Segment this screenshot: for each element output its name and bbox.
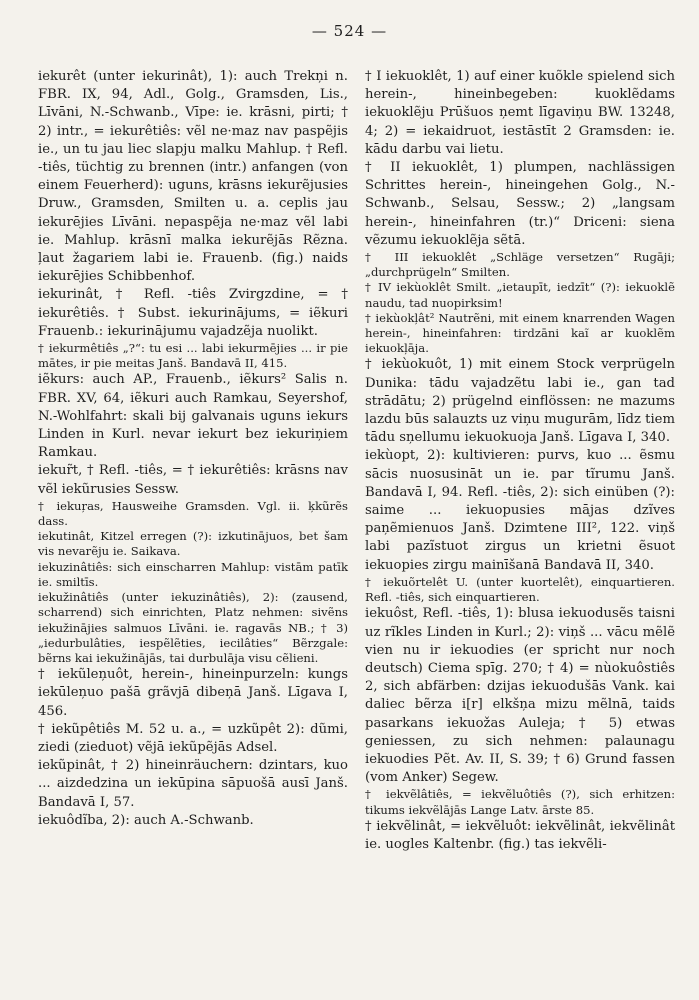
entry-iekurs: iẽkurs: auch AP., Frauenb., iẽkurs² Salis n. FBR. XV, 64, iẽkuri auch Ramkau, Seyershof, N.-Wohlfahrt: skali bij galvanais uguns iekurs Linden in Kurl. nevar iekurt bez iekuriņiem Ramkau.: [38, 372, 348, 461]
entry-ii-iekuoklet: † II iekuoklêt, 1) plumpen, nachlässigen Schrittes herein-, hineingehen Golg., N.-Schwanb., Selsau, Sessw.; 2) „langsam herein-, hineinfahren (tr.)“ Driceni: siena vẽzumu iekuoklẽja sẽtā.: [365, 160, 675, 248]
entry-iii-iekuoklet: † III iekuoklêt „Schläge versetzen“ Rugāji; „durchprügeln“ Smilten.: [365, 250, 675, 280]
entry-iekupinat: iekũpinât, † 2) hineinräuchern: dzintars, kuo ... aizdedzina un iekūpina sāpuošā ausī Janš. Bandavā I, 57.: [38, 758, 348, 810]
entry-iekuost: iekuôst, Refl. -tiês, 1): blusa iekuodusẽs taisni uz rĩkles Linden in Kurl.; 2): viņš ... vācu mẽlẽ vien nu ir iekuodies (er spricht nur noch deutsch) Ciema spīg. 270; † 4) = nùokuôstiês 2, sich abfärben: dzijas iekuodušās Vank. kai daliec bẽrza i[r] elkšņa mizu mẽlnā, taids pasarkans iekuožas Auleja; † 5) etwas geniessen, zu sich nehmen: palaunagu iekuodies Pẽt. Av. II, S. 39; † 6) Grund fassen (vom Anker) Segew.: [365, 606, 675, 786]
entry-iekuortelet: † iekuõrtelêt U. (unter kuortelêt), einquartieren. Refl. -tiês, sich einquartieren.: [365, 574, 675, 605]
entry-iekulenuot: † iekũleņuôt, herein-, hineinpurzeln: kungs iekūleņuo pašā grãvjā dibeņā Janš. Līgava I, 456.: [38, 667, 348, 719]
entry-iekuret: iekurêt (unter iekurinât), 1): auch Trekņi n. FBR. IX, 94, Adl., Golg., Gramsden, Lis., Līvāni, N.-Schwanb., Vīpe: ie. krāsni, pirti; † 2) intr., = iekurêtiês: vẽl ne·maz nav paspẽjis ie., un tu jau liec slapju malku Mahlup. † Refl. -tiês, tüchtig zu brennen (intr.) anfangen (von einem Feuerherd): uguns, krāsns iekurẽjusies Druw., Gramsden, Smilten u. a. ceplis jau iekurējies Līvāni. nepaspẽja ne·maz vẽl labi ie. Mahlup. krāsnī malka iekurẽjās Rẽzna. ļaut žagariem labi ie. Frauenb. (fig.) naids iekurējies Schibbenhof.: [38, 69, 348, 285]
entry-iekvelinat: † iekvẽlinât, = iekvẽluôt: iekvẽlinât, iekvẽlinât ie. uogles Kaltenbr. (fig.) tas iekvẽli-: [365, 818, 675, 852]
entry-iekuopt: iekùopt, 2): kultivieren: purvs, kuo ... ẽsmu sācis nuosusināt un ie. par tĩrumu Janš. Bandavā I, 94. Refl. -tiês, 2): sich einüben (?): saime ... iekuopusies mājas dzĩves paņẽmienuos Janš. Dzimtene III², 122. viņš labi pazĩstuot zirgus un krietni ẽsuot iekuopies zirgu mainīšanā Bandavā II, 340.: [365, 448, 675, 573]
entry-iekurt: iekur̃t, † Refl. -tiês, = † iekurêtiês: krāsns nav vẽl iekũrusies Sessw.: [38, 463, 348, 497]
entry-iekuzinaties: iekuzinâtiês: sich einscharren Mahlup: vistām patīk ie. smiltīs.: [38, 559, 348, 589]
page-number: — 524 —: [311, 22, 388, 40]
entry-iekvelaties: † iekvẽlâtiês, = iekvẽluôtiês (?), sich erhitzen: tikums iekvẽlājās Lange Latv. ārste 85.: [365, 787, 675, 817]
entry-i-iekuoklet: † I iekuoklêt, 1) auf einer kuõkle spielend sich herein-, hineinbegeben: kuoklẽdams iekuoklẽju Prūšuos ņemt līgaviņu BW. 13248, 4; 2) = iekaidruot, iestāstīt 2 Gramsden: ie. kādu darbu vai lietu.: [365, 69, 675, 157]
entry-iekuokuot: † iekùokuôt, 1) mit einem Stock verprügeln Dunika: tādu vajadzẽtu labi ie., gan tad strādātu; 2) prügelnd einflössen: ne mazums lazdu būs salauzts uz viņu mugurām, līdz tiem tādu sņellumu iekuokuoja Janš. Līgava I, 340.: [365, 357, 675, 446]
entry-iv-iekuoklet: † IV iekùoklêt Smilt. „ietaupīt, iedzīt“ (?): iekuoklẽ naudu, tad nuopirksim!: [365, 280, 675, 310]
entry-iekupeties: † iekũpêtiês M. 52 u. a., = uzkũpêt 2): dũmi, ziedi (zieduot) vẽjā iekũpẽjās Adsel.: [38, 721, 348, 755]
entry-iekuodiba: iekuôdĩba, 2): auch A.-Schwanb.: [38, 812, 254, 828]
entry-iekurinat: iekurinât, † Refl. -tiês Zvirgzdine, = † iekurêtiês. † Subst. iekurinājums, = iẽkuri Frauenb.: iekurinājumu vajadzẽja nuolikt.: [38, 287, 348, 339]
entry-iekuoklat: † iekùokļât² Nautrẽni, mit einem knarrenden Wagen herein-, hineinfahren: tirdzāni kaĩ ar kuoklẽm iekuokļāja.: [365, 310, 675, 356]
entry-iekurmeties: † iekurmêtiês „?“: tu esi ... labi iekurmējies ... ir pie mātes, ir pie meitas Janš. Bandavā II, 415.: [38, 341, 348, 371]
entry-iekutinat: iekutinât, Kitzel erregen (?): izkutinājuos, bet šam vis nevarẽju ie. Saikava.: [38, 529, 348, 559]
entry-iekuras: † iekuŗas, Hausweihe Gramsden. Vgl. ii. ķkũrẽs dass.: [38, 498, 348, 529]
right-column: [365, 68, 675, 854]
entry-iekuzinaties-2: iekužinâtiês (unter iekuzinâtiês), 2): (zausend, scharrend) sich einrichten, Platz nehmen: sivẽns iekužinājies salmuos Līvāni. ie. ragavās NB.; † 3) „iedurbulâties, iespẽlẽties, iecilâties“ Bẽrzgale: bẽrns kai iekužinājās, tai durbulāja visu cẽlieni.: [38, 590, 348, 665]
left-column: [38, 68, 348, 830]
